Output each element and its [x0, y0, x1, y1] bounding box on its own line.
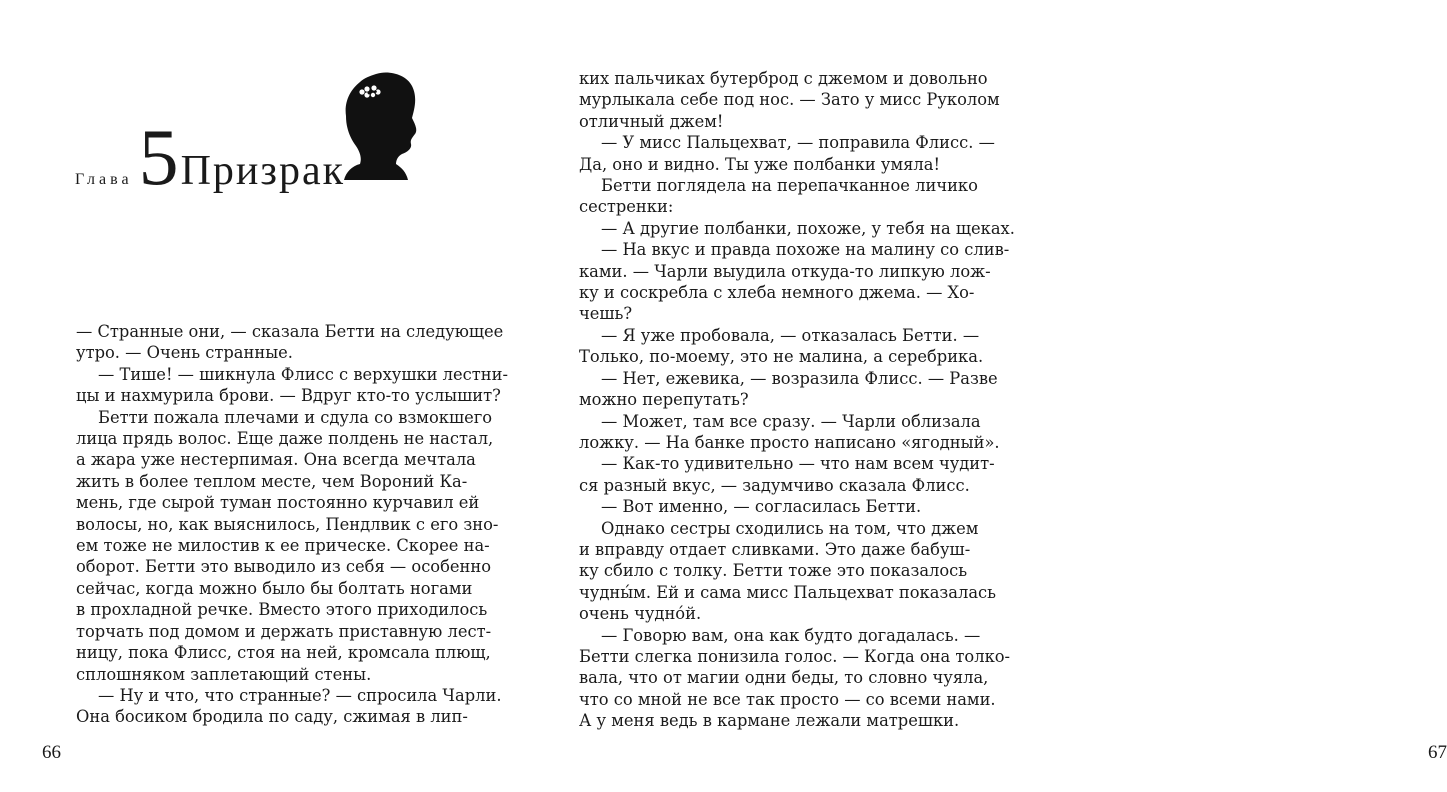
text-line: волосы, но, как выяснилось, Пендлвик с его зно-	[76, 514, 499, 534]
text-line: жить в более теплом месте, чем Вороний Ка-	[76, 471, 468, 491]
text-line: Бетти пожала плечами и сдула со взмокшего	[98, 407, 493, 427]
text-line: Только, по-моему, это не малина, а серебрика.	[579, 347, 984, 367]
text-line: оборот. Бетти это выводило из себя — особенно	[76, 557, 492, 577]
text-line: А у меня ведь в кармане лежали матрешки.	[579, 711, 960, 731]
text-line: очень чудно́й.	[579, 604, 702, 624]
text-line: Бетти поглядела на перепачканное личико	[601, 176, 978, 196]
chapter-title: Призрак	[180, 148, 346, 194]
text-line: — Странные они, — сказала Бетти на следующее	[76, 322, 504, 341]
text-line: что со мной не все так просто — со всеми нами.	[579, 689, 996, 709]
page-number-left: 66	[42, 742, 61, 763]
text-line: вала, что от магии одни беды, то словно чуяла,	[579, 668, 989, 688]
text-line: чешь?	[579, 304, 633, 324]
text-line: сплошняком заплетающий стены.	[76, 664, 372, 684]
text-line: ся разный вкус, — задумчиво сказала Флисс.	[579, 475, 970, 495]
text-line: мурлыкала себе под нос. — Зато у мисс Руколом	[579, 90, 1000, 110]
text-line: сестренки:	[579, 197, 674, 217]
text-line: утро. — Очень странные.	[76, 343, 293, 363]
text-line: — Я уже пробовала, — отказалась Бетти. —	[601, 325, 980, 345]
right-body-text	[579, 68, 1015, 732]
text-line: торчать под домом и держать приставную лест-	[76, 621, 492, 641]
text-line: — Как-то удивительно — что нам всем чудит-	[601, 454, 995, 474]
text-line: — Говорю вам, она как будто догадалась. —	[601, 625, 981, 645]
page-number-right: 67	[1428, 742, 1447, 763]
left-body-text	[76, 321, 508, 728]
text-line: сейчас, когда можно было бы болтать ногами	[76, 578, 473, 598]
text-line: — Может, там все сразу. — Чарли облизала	[601, 411, 981, 431]
text-line: Она босиком бродила по саду, сжимая в лип-	[76, 707, 468, 727]
text-line: — У мисс Пальцехват, — поправила Флисс. —	[601, 133, 995, 153]
girl-silhouette-icon	[336, 68, 426, 180]
text-line: чудны́м. Ей и сама мисс Пальцехват показалась	[579, 582, 997, 602]
text-line: ку и соскребла с хлеба немного джема. — Хо-	[579, 283, 975, 303]
text-line: Бетти слегка понизила голос. — Когда она толко-	[579, 646, 1011, 666]
text-line: можно перепутать?	[579, 390, 749, 410]
text-line: цы и нахмурила брови. — Вдруг кто-то услышит?	[76, 386, 501, 406]
chapter-heading	[75, 114, 346, 202]
text-line: лица прядь волос. Еще даже полдень не настал,	[76, 429, 494, 449]
text-line: отличный джем!	[579, 111, 724, 131]
text-line: — Вот именно, — согласилась Бетти.	[601, 497, 922, 517]
text-line: ем тоже не милостив к ее прическе. Скорее на-	[76, 536, 490, 556]
chapter-word: Глава	[75, 171, 133, 188]
text-line: — А другие полбанки, похоже, у тебя на щеках.	[601, 218, 1015, 238]
text-line: ками. — Чарли выудила откуда-то липкую лож-	[579, 261, 991, 281]
text-line: мень, где сырой туман постоянно курчавил ей	[76, 493, 480, 513]
chapter-number: 5	[138, 114, 179, 202]
text-line: и вправду отдает сливками. Это даже бабуш-	[579, 539, 971, 559]
text-line: Однако сестры сходились на том, что джем	[601, 518, 979, 538]
text-line: в прохладной речке. Вместо этого приходилось	[76, 600, 488, 620]
text-line: ложку. — На банке просто написано «ягодный».	[579, 432, 1000, 452]
text-line: ких пальчиках бутерброд с джемом и довольно	[579, 69, 988, 88]
text-line: — Нет, ежевика, — возразила Флисс. — Разве	[601, 368, 998, 388]
text-line: — Ну и что, что странные? — спросила Чарли.	[98, 685, 502, 705]
text-line: — Тише! — шикнула Флисс с верхушки лестни-	[98, 364, 508, 384]
text-line: ку сбило с толку. Бетти тоже это показалось	[579, 561, 968, 581]
text-line: — На вкус и правда похоже на малину со слив-	[601, 240, 1010, 260]
text-line: ницу, пока Флисс, стоя на ней, кромсала плющ,	[76, 643, 491, 663]
text-line: Да, оно и видно. Ты уже полбанки умяла!	[579, 154, 941, 174]
text-line: а жара уже нестерпимая. Она всегда мечтала	[76, 450, 476, 470]
left-page	[0, 0, 508, 792]
